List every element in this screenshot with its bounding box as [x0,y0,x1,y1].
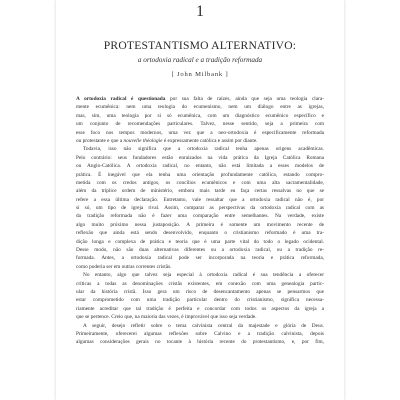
text-line [76,179,324,187]
text-line [76,162,324,170]
text-segment: Primeiramente, oferecerei algumas reflexões sobre Calvino e a tradição calvinista, depois [76,330,324,337]
body-text [76,95,324,347]
text-line [76,95,324,103]
text-line [76,338,324,346]
text-line [76,288,324,296]
text-line [76,212,324,220]
text-segment: reflexão que ainda está sendo desenvolvido, enquanto o cristianismo reformado é uma tra- [76,230,324,237]
text-segment: um conjunto de recomendações particulares. Talvez, nesse sentido, seja a primeira com [76,121,324,128]
text-line [76,221,324,229]
text-line [76,330,324,338]
text-segment: metida com os credos antigos, os concílios ecumênicos e com uma alta sacramentalidade, [76,179,324,186]
text-segment: Pelo contrário: seus fundadores estão enraizados na vida prática da Igreja Católica Romana [76,154,324,161]
text-segment: esse foco nos tempos modernos, uma vez que a neo-ortodoxia é especificamente reformada [76,129,324,136]
text-segment: riamente acreditar que tal tradição é perfeita e concordar com todos os aspectos da igreja a [76,305,324,312]
text-line [76,196,324,204]
paragraph [76,271,324,321]
chapter-subtitle: a ortodoxia radical e a tradição reformada [137,56,263,64]
text-segment: refere a essa última declaração. Entretanto, vale ressaltar que a ortodoxia radical não é, por [76,196,324,203]
text-segment: ou protestante e que a [76,137,124,144]
text-line [76,271,324,279]
text-segment: estar comprometido com uma tradição particular dentro do cristianismo, significa necessa- [76,297,324,304]
text-line [76,280,324,288]
text-line [76,145,324,153]
chapter-title: PROTESTANTISMO ALTERNATIVO: [103,39,297,52]
paragraph [76,145,324,271]
paragraph [76,95,324,145]
text-line [76,246,324,254]
chapter-author: [ John Milbank ] [171,71,229,78]
text-line [76,229,324,237]
paragraph [76,322,324,347]
text-line [76,263,324,271]
text-segment: mas, sim, uma teologia por si só ecumênica, com um diagnóstico ecumênico específico e [76,112,324,119]
text-segment: ou Anglo-Católica. A ortodoxia radical, no entanto, não está limitada a esses modelos de [76,163,324,170]
text-segment: prática. É inegável que ela tenha uma orientação profundamente católica, estando compro- [76,171,324,178]
text-line [76,137,324,145]
text-segment: como poderia ser em outras correntes cristãs. [76,263,172,270]
text-line [76,154,324,162]
text-segment: é expressamente católica e assim por diante. [162,137,258,144]
text-segment: algumas considerações gerais no tocante à história recente do protestantismo, e, por fim, [76,339,324,346]
text-line [76,238,324,246]
text-line [76,171,324,179]
text-segment: formada. Antes, a ortodoxia radical pode ser incorporada na teoria e prática reformada, [76,255,324,262]
text-segment: A seguir, desejo refletir sobre o tema calvinista central da majestade e glória de Deus. [83,322,324,329]
text-segment: que se pertence. Creio que, na maioria das vezes, é improvável que isso seja verdade. [76,314,257,321]
lead-phrase: A ortodoxia radical é questionada [76,96,166,102]
text-line [76,313,324,321]
text-segment: por sua falta de raízes, ainda que seja uma teologia clara- [165,96,324,102]
text-line [76,204,324,212]
text-segment: algo muito próximo nessa justaposição. A primeira é somente um movimento recente de [76,221,324,228]
text-segment: si só, um tipo de igreja rival. Assim, comparar as perspectivas da ortodoxia radical com as [76,205,324,212]
text-line [76,322,324,330]
text-segment: da tradição reformada não é fazer uma comparação entre semelhantes. Na verdade, existe [76,213,324,220]
text-segment: além da tríplice ordem de ministério, embora mais tarde eu faça certas ressalvas no que se [76,188,324,195]
text-segment: mente ecumênica: nem uma teologia do ecumenismo, nem um diálogo entre as igrejas, [76,104,324,111]
text-segment: No entanto, algo que talvez seja especial à ortodoxia radical é sua tendência a oferecer [83,272,324,279]
text-segment: críticas a todas as denominações cristãs existentes, em conexão com uma genealogia partic- [76,280,324,287]
text-line [76,187,324,195]
text-line [76,305,324,313]
text-line [76,103,324,111]
text-segment: dição longa e complexa de prática e teoria que é uma parte vital do todo o legado ocidental. [76,238,324,245]
text-line [76,120,324,128]
text-segment: ular da história cristã. Isso gera um risco de desencantamento apenas se pensarmos que [76,288,324,295]
text-segment: Todavia, isso não significa que a ortodoxia radical tenha apenas origens acadêmicas. [83,146,324,153]
text-line [76,254,324,262]
chapter-number: 1 [196,3,204,20]
text-line [76,129,324,137]
italic-term: nouvelle théologie [123,137,163,144]
text-line [76,296,324,304]
text-line [76,112,324,120]
text-segment: Desse modo, não são duas alternativas diferentes ou a ortodoxia radical, ou a tradição re- [76,247,324,254]
book-page [56,0,344,400]
